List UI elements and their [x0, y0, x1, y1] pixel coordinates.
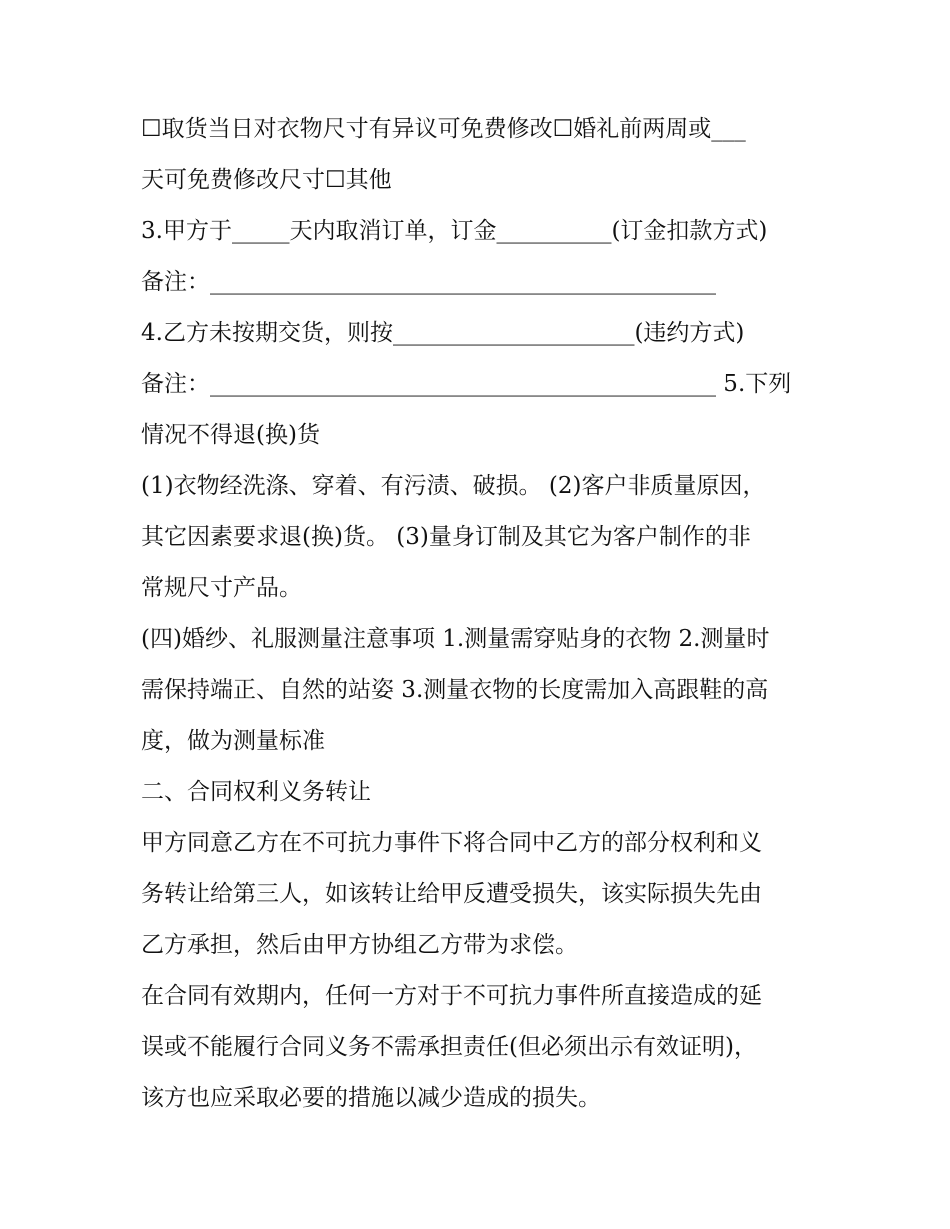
text-line-12: 需保持端正、自然的站姿 3.测量衣物的长度需加入高跟鞋的高	[141, 677, 769, 703]
text-line-11: (四)婚纱、礼服测量注意事项 1.测量需穿贴身的衣物 2.测量时	[141, 626, 770, 652]
text-line-10: 常规尺寸产品。	[141, 575, 302, 601]
text-line-8: (1)衣物经洗涤、穿着、有污渍、破损。 (2)客户非质量原因，	[141, 473, 766, 499]
text-line-18: 在合同有效期内，任何一方对于不可抗力事件所直接造成的延	[141, 983, 762, 1009]
text-line-17: 乙方承担，然后由甲方协组乙方带为求偿。	[141, 932, 578, 958]
section-heading: 二、合同权利义务转让	[141, 779, 371, 805]
text-line-15: 甲方同意乙方在不可抗力事件下将合同中乙方的部分权利和义	[141, 830, 762, 856]
text-line-2: 天可免费修改尺寸☐其他	[141, 167, 392, 193]
text-line-1: ☐取货当日对衣物尺寸有异议可免费修改☐婚礼前两周或___	[141, 116, 746, 142]
text-line-19: 误或不能履行合同义务不需承担责任(但必须出示有效证明)，	[141, 1034, 757, 1060]
document-page	[141, 104, 816, 1124]
text-line-4: 备注：____________________________________________	[141, 269, 716, 295]
text-line-6: 备注：____________________________________________ 5.下列	[141, 371, 792, 397]
text-line-13: 度，做为测量标准	[141, 728, 325, 754]
text-line-16: 务转让给第三人，如该转让给甲反遭受损失，该实际损失先由	[141, 881, 762, 907]
text-line-9: 其它因素要求退(换)货。 (3)量身订制及其它为客户制作的非	[141, 524, 751, 550]
text-line-20: 该方也应采取必要的措施以减少造成的损失。	[141, 1085, 601, 1111]
text-line-3: 3.甲方于_____天内取消订单，订金__________(订金扣款方式)	[141, 218, 768, 244]
text-line-7: 情况不得退(换)货	[141, 422, 320, 448]
text-line-5: 4.乙方未按期交货，则按_____________________(违约方式)	[141, 320, 745, 346]
